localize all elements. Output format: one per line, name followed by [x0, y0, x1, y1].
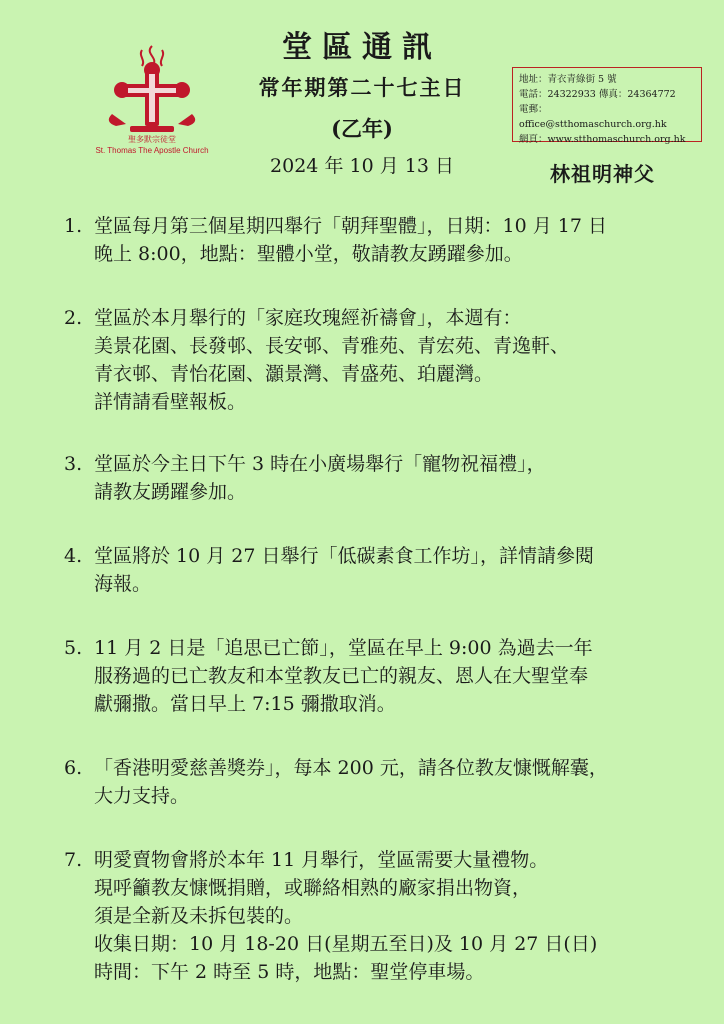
- notice-item: [64, 542, 674, 598]
- notice-item: [64, 754, 674, 810]
- notice-line: 堂區於本月舉行的「家庭玫瑰經祈禱會」，本週有：: [94, 307, 522, 329]
- contact-box: [512, 67, 702, 145]
- notice-line: 大力支持。: [94, 785, 190, 807]
- notice-list: [64, 212, 674, 986]
- contact-phone-fax: 電話：24322933 傳真：24364772: [519, 89, 676, 100]
- notice-item: [64, 212, 674, 268]
- contact-website: 網頁：www.stthomaschurch.org.hk: [519, 134, 686, 145]
- notice-line: 堂區將於 10 月 27 日舉行「低碳素食工作坊」，詳情請參閱: [94, 545, 595, 567]
- notice-line: 美景花園、長發邨、長安邨、青雅苑、青宏苑、青逸軒、: [94, 335, 570, 357]
- notice-number: 4.: [64, 545, 83, 567]
- notice-line: 晚上 8:00，地點：聖體小堂，敬請教友踴躍參加。: [94, 243, 523, 265]
- contact-address: 地址：青衣青綠街 5 號: [519, 74, 617, 85]
- notice-line: 11 月 2 日是「追思已亡節」，堂區在早上 9:00 為過去一年: [94, 637, 593, 659]
- logo-chinese-name: 聖多默宗徒堂: [128, 135, 176, 144]
- issue-date: 2024 年 10 月 13 日: [270, 155, 454, 177]
- notice-line: 海報。: [94, 573, 152, 595]
- notice-number: 2.: [64, 307, 83, 329]
- notice-line: 青衣邨、青怡花園、灝景灣、青盛苑、珀麗灣。: [94, 363, 494, 385]
- liturgical-year: (乙年): [331, 116, 393, 141]
- notice-item: [64, 634, 674, 718]
- notice-number: 3.: [64, 453, 83, 475]
- priest-name: 林祖明神父: [550, 162, 655, 186]
- notice-item: [64, 304, 674, 416]
- notice-line: 服務過的已亡教友和本堂教友已亡的親友、恩人在大聖堂奉: [94, 665, 589, 687]
- notice-line: 時間：下午 2 時至 5 時，地點：聖堂停車場。: [94, 961, 485, 983]
- notice-line: 獻彌撒。當日早上 7:15 彌撒取消。: [94, 693, 396, 715]
- notice-line: 堂區於今主日下午 3 時在小廣場舉行「寵物祝福禮」，: [94, 453, 546, 475]
- newsletter-title: 堂區通訊: [282, 30, 442, 65]
- notice-line: 現呼籲教友慷慨捐贈，或聯絡相熟的廠家捐出物資，: [94, 877, 532, 899]
- notice-number: 5.: [64, 637, 83, 659]
- notice-item: [64, 450, 674, 506]
- notice-line: 收集日期：10 月 18-20 日(星期五至日)及 10 月 27 日(日): [94, 933, 598, 955]
- notice-line: 堂區每月第三個星期四舉行「朝拜聖體」，日期：10 月 17 日: [94, 215, 607, 237]
- notice-number: 6.: [64, 757, 83, 779]
- notice-item: [64, 846, 674, 986]
- notice-line: 「香港明愛慈善獎券」，每本 200 元，請各位教友慷慨解囊，: [94, 757, 608, 779]
- notice-line: 請教友踴躍參加。: [94, 481, 247, 503]
- notice-number: 1.: [64, 215, 83, 237]
- notice-line: 明愛賣物會將於本年 11 月舉行，堂區需要大量禮物。: [94, 849, 549, 871]
- liturgical-sunday: 常年期第二十七主日: [258, 75, 466, 100]
- notice-line: 詳情請看壁報板。: [94, 391, 247, 413]
- contact-email: 電郵：office@stthomaschurch.org.hk: [519, 104, 667, 130]
- logo-english-name: St. Thomas The Apostle Church: [95, 146, 209, 155]
- notice-number: 7.: [64, 849, 83, 871]
- notice-line: 須是全新及未拆包裝的。: [94, 905, 304, 927]
